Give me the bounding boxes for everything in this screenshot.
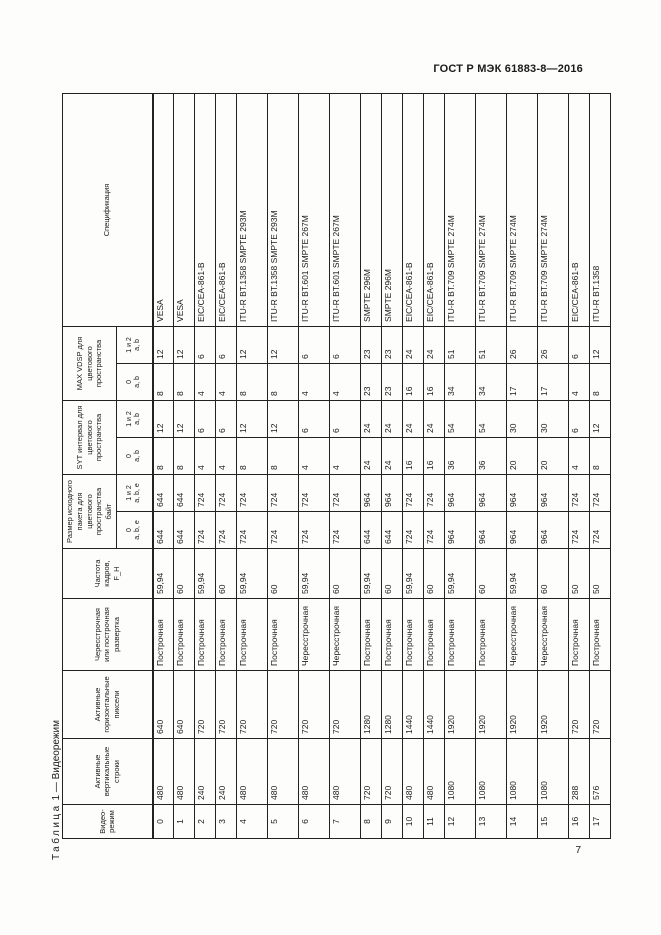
cell-scan: Построчная xyxy=(476,599,507,671)
cell-syt0: 16 xyxy=(424,437,445,474)
cell-syt12: 24 xyxy=(403,400,424,437)
cell-syt0: 24 xyxy=(382,437,403,474)
cell-size12: 964 xyxy=(445,474,476,511)
sub-header-note: a, b xyxy=(134,450,142,462)
cell-lines: 480 xyxy=(330,739,361,805)
sub-header-size-12 xyxy=(117,474,153,511)
cell-max12: 12 xyxy=(268,326,299,363)
cell-scan: Построчная xyxy=(153,599,174,671)
cell-size12: 964 xyxy=(507,474,538,511)
cell-size0: 644 xyxy=(153,512,174,549)
cell-syt0: 16 xyxy=(403,437,424,474)
cell-max0: 4 xyxy=(330,363,361,400)
cell-spec: EIC/CEA-861-B xyxy=(216,93,237,326)
cell-lines: 480 xyxy=(268,739,299,805)
cell-syt12: 24 xyxy=(424,400,445,437)
cell-pixels: 720 xyxy=(569,671,590,739)
cell-max12: 12 xyxy=(174,326,195,363)
cell-size0: 724 xyxy=(330,512,361,549)
cell-size12: 964 xyxy=(476,474,507,511)
cell-rate: 59,94 xyxy=(299,549,330,599)
cell-size0: 644 xyxy=(361,512,382,549)
table-row xyxy=(507,93,538,838)
video-mode-table xyxy=(62,93,611,839)
cell-lines: 720 xyxy=(382,739,403,805)
cell-size0: 724 xyxy=(268,512,299,549)
cell-max12: 26 xyxy=(507,326,538,363)
cell-spec: ITU-R BT.709 SMPTE 274M xyxy=(507,93,538,326)
cell-syt12: 24 xyxy=(382,400,403,437)
cell-size12: 724 xyxy=(268,474,299,511)
cell-mode: 4 xyxy=(237,805,268,839)
cell-lines: 1080 xyxy=(507,739,538,805)
cell-syt0: 4 xyxy=(195,437,216,474)
cell-syt0: 8 xyxy=(237,437,268,474)
table-row xyxy=(538,93,569,838)
sub-header-value: 1 и 2 xyxy=(125,485,133,501)
cell-rate: 59,94 xyxy=(361,549,382,599)
cell-mode: 2 xyxy=(195,805,216,839)
cell-size12: 964 xyxy=(361,474,382,511)
cell-scan: Построчная xyxy=(445,599,476,671)
cell-max0: 8 xyxy=(590,363,611,400)
cell-max12: 23 xyxy=(361,326,382,363)
table-row xyxy=(299,93,330,838)
cell-pixels: 720 xyxy=(590,671,611,739)
cell-lines: 480 xyxy=(237,739,268,805)
cell-scan: Построчная xyxy=(216,599,237,671)
cell-size0: 724 xyxy=(195,512,216,549)
cell-scan: Построчная xyxy=(268,599,299,671)
sub-header-value: 1 и 2 xyxy=(125,337,133,353)
cell-pixels: 1920 xyxy=(507,671,538,739)
cell-max12: 24 xyxy=(403,326,424,363)
cell-max0: 23 xyxy=(361,363,382,400)
cell-mode: 6 xyxy=(299,805,330,839)
cell-max12: 6 xyxy=(195,326,216,363)
cell-mode: 7 xyxy=(330,805,361,839)
cell-spec: VESA xyxy=(153,93,174,326)
cell-size0: 964 xyxy=(507,512,538,549)
sub-header-note: a, b xyxy=(134,376,142,388)
col-header-scan: Чересстрочная или построчная развертка xyxy=(63,599,153,671)
cell-syt0: 8 xyxy=(590,437,611,474)
sub-header-value: 0 xyxy=(125,528,133,532)
cell-spec: ITU-R BT.1358 SMPTE 293M xyxy=(268,93,299,326)
cell-max12: 51 xyxy=(476,326,507,363)
cell-size12: 644 xyxy=(153,474,174,511)
col-header-max-group: MAX VDSP для цветового пространства xyxy=(63,326,117,400)
cell-scan: Построчная xyxy=(424,599,445,671)
cell-pixels: 720 xyxy=(299,671,330,739)
col-header-pixels: Активные горизонтальные пиксели xyxy=(63,671,153,739)
table-head xyxy=(63,93,153,838)
cell-size0: 724 xyxy=(569,512,590,549)
cell-scan: Построчная xyxy=(403,599,424,671)
cell-syt0: 24 xyxy=(361,437,382,474)
sub-header-note: a, b, e xyxy=(134,520,142,540)
sub-header-max-0 xyxy=(117,363,153,400)
cell-lines: 288 xyxy=(569,739,590,805)
table-caption xyxy=(51,720,62,860)
cell-rate: 59,94 xyxy=(403,549,424,599)
cell-rate: 60 xyxy=(330,549,361,599)
cell-size0: 644 xyxy=(382,512,403,549)
cell-pixels: 1440 xyxy=(403,671,424,739)
cell-syt12: 6 xyxy=(195,400,216,437)
cell-rate: 59,94 xyxy=(445,549,476,599)
cell-syt0: 8 xyxy=(268,437,299,474)
cell-max12: 26 xyxy=(538,326,569,363)
table-row xyxy=(569,93,590,838)
sub-header-note: a, b, e xyxy=(134,483,142,503)
cell-spec: EIC/CEA-861-B xyxy=(424,93,445,326)
cell-max0: 34 xyxy=(445,363,476,400)
cell-max12: 24 xyxy=(424,326,445,363)
cell-rate: 60 xyxy=(174,549,195,599)
cell-syt12: 54 xyxy=(476,400,507,437)
cell-syt0: 36 xyxy=(445,437,476,474)
table-row xyxy=(382,93,403,838)
cell-mode: 12 xyxy=(445,805,476,839)
cell-syt0: 4 xyxy=(216,437,237,474)
cell-size12: 644 xyxy=(174,474,195,511)
cell-mode: 1 xyxy=(174,805,195,839)
cell-scan: Построчная xyxy=(569,599,590,671)
cell-scan: Чересстрочная xyxy=(299,599,330,671)
cell-max0: 16 xyxy=(424,363,445,400)
cell-size0: 724 xyxy=(299,512,330,549)
cell-syt0: 36 xyxy=(476,437,507,474)
cell-syt0: 20 xyxy=(507,437,538,474)
cell-rate: 60 xyxy=(476,549,507,599)
cell-max12: 6 xyxy=(216,326,237,363)
cell-spec: ITU-R BT.601 SMPTE 267M xyxy=(330,93,361,326)
cell-max0: 34 xyxy=(476,363,507,400)
col-header-rate: Частота кадров, F_H xyxy=(63,549,153,599)
cell-spec: EIC/CEA-861-B xyxy=(195,93,216,326)
sub-header-value: 0 xyxy=(125,454,133,458)
cell-scan: Чересстрочная xyxy=(330,599,361,671)
cell-syt12: 24 xyxy=(361,400,382,437)
cell-syt0: 8 xyxy=(153,437,174,474)
cell-lines: 1080 xyxy=(476,739,507,805)
cell-mode: 17 xyxy=(590,805,611,839)
cell-size0: 724 xyxy=(590,512,611,549)
cell-pixels: 640 xyxy=(153,671,174,739)
sub-header-max-12 xyxy=(117,326,153,363)
cell-max0: 16 xyxy=(403,363,424,400)
cell-mode: 14 xyxy=(507,805,538,839)
cell-pixels: 1280 xyxy=(382,671,403,739)
col-header-mode: Видео-режим xyxy=(63,805,153,839)
cell-lines: 480 xyxy=(153,739,174,805)
cell-pixels: 1440 xyxy=(424,671,445,739)
cell-rate: 59,94 xyxy=(237,549,268,599)
cell-syt12: 6 xyxy=(569,400,590,437)
table-row xyxy=(424,93,445,838)
cell-rate: 59,94 xyxy=(153,549,174,599)
cell-max12: 6 xyxy=(569,326,590,363)
cell-scan: Построчная xyxy=(237,599,268,671)
cell-mode: 3 xyxy=(216,805,237,839)
sub-header-value: 0 xyxy=(125,380,133,384)
cell-syt12: 12 xyxy=(268,400,299,437)
cell-max12: 12 xyxy=(590,326,611,363)
cell-max0: 8 xyxy=(268,363,299,400)
cell-lines: 240 xyxy=(216,739,237,805)
cell-size12: 964 xyxy=(382,474,403,511)
cell-scan: Построчная xyxy=(361,599,382,671)
sub-header-syt-0 xyxy=(117,437,153,474)
cell-rate: 59,94 xyxy=(507,549,538,599)
cell-max0: 8 xyxy=(174,363,195,400)
cell-size0: 644 xyxy=(174,512,195,549)
sub-header-note: a, b xyxy=(134,339,142,351)
cell-size12: 724 xyxy=(330,474,361,511)
cell-mode: 15 xyxy=(538,805,569,839)
cell-mode: 13 xyxy=(476,805,507,839)
table-row xyxy=(174,93,195,838)
cell-spec: EIC/CEA-861-B xyxy=(569,93,590,326)
sub-header-value: 1 и 2 xyxy=(125,411,133,427)
cell-spec: SMPTE 296M xyxy=(361,93,382,326)
cell-mode: 5 xyxy=(268,805,299,839)
cell-max12: 6 xyxy=(330,326,361,363)
table-row xyxy=(403,93,424,838)
table-container xyxy=(62,94,601,839)
table-row xyxy=(153,93,174,838)
cell-max0: 4 xyxy=(569,363,590,400)
cell-rate: 60 xyxy=(382,549,403,599)
col-header-lines: Активные вертикальные строки xyxy=(63,739,153,805)
cell-syt12: 54 xyxy=(445,400,476,437)
page-number: 7 xyxy=(575,845,581,856)
cell-syt0: 4 xyxy=(330,437,361,474)
cell-max0: 8 xyxy=(237,363,268,400)
cell-size0: 964 xyxy=(538,512,569,549)
col-header-size-group: Размер исходного пакета для цветового пространства байт xyxy=(63,474,117,548)
cell-size12: 724 xyxy=(424,474,445,511)
col-header-spec: Спецификация xyxy=(63,93,153,326)
cell-size0: 964 xyxy=(445,512,476,549)
cell-lines: 480 xyxy=(424,739,445,805)
table-row xyxy=(476,93,507,838)
cell-lines: 720 xyxy=(361,739,382,805)
table-row xyxy=(590,93,611,838)
table-row xyxy=(361,93,382,838)
cell-pixels: 1920 xyxy=(538,671,569,739)
cell-pixels: 720 xyxy=(268,671,299,739)
cell-rate: 50 xyxy=(590,549,611,599)
cell-spec: ITU-R BT.601 SMPTE 267M xyxy=(299,93,330,326)
cell-mode: 11 xyxy=(424,805,445,839)
cell-syt12: 6 xyxy=(330,400,361,437)
table-row xyxy=(330,93,361,838)
cell-mode: 8 xyxy=(361,805,382,839)
cell-max0: 8 xyxy=(153,363,174,400)
cell-syt12: 6 xyxy=(299,400,330,437)
cell-spec: SMPTE 296M xyxy=(382,93,403,326)
cell-max12: 6 xyxy=(299,326,330,363)
cell-rate: 60 xyxy=(424,549,445,599)
cell-pixels: 720 xyxy=(216,671,237,739)
cell-max0: 4 xyxy=(299,363,330,400)
cell-max12: 51 xyxy=(445,326,476,363)
cell-size12: 724 xyxy=(590,474,611,511)
cell-pixels: 720 xyxy=(330,671,361,739)
caption-text: 1 — Видеорежим xyxy=(51,720,62,801)
caption-label: Таблица xyxy=(51,803,62,860)
cell-lines: 480 xyxy=(174,739,195,805)
table-body xyxy=(153,93,611,838)
cell-size12: 724 xyxy=(569,474,590,511)
cell-pixels: 640 xyxy=(174,671,195,739)
cell-size12: 724 xyxy=(403,474,424,511)
cell-mode: 10 xyxy=(403,805,424,839)
cell-max0: 4 xyxy=(195,363,216,400)
cell-lines: 480 xyxy=(403,739,424,805)
cell-size12: 964 xyxy=(538,474,569,511)
cell-mode: 16 xyxy=(569,805,590,839)
cell-max0: 17 xyxy=(538,363,569,400)
cell-max0: 4 xyxy=(216,363,237,400)
cell-spec: ITU-R BT.1358 xyxy=(590,93,611,326)
document-header: ГОСТ Р МЭК 61883-8—2016 xyxy=(433,63,583,75)
cell-size12: 724 xyxy=(237,474,268,511)
cell-spec: VESA xyxy=(174,93,195,326)
cell-size0: 724 xyxy=(403,512,424,549)
cell-spec: ITU-R BT.709 SMPTE 274M xyxy=(476,93,507,326)
cell-scan: Построчная xyxy=(195,599,216,671)
table-row xyxy=(445,93,476,838)
cell-size12: 724 xyxy=(299,474,330,511)
cell-lines: 576 xyxy=(590,739,611,805)
cell-syt12: 30 xyxy=(507,400,538,437)
sub-header-note: a, b xyxy=(134,413,142,425)
cell-syt12: 12 xyxy=(237,400,268,437)
cell-spec: ITU-R BT.1358 SMPTE 293M xyxy=(237,93,268,326)
cell-max12: 12 xyxy=(237,326,268,363)
cell-syt12: 12 xyxy=(590,400,611,437)
sub-header-size-0 xyxy=(117,512,153,549)
cell-syt12: 12 xyxy=(153,400,174,437)
table-row xyxy=(216,93,237,838)
cell-rate: 59,94 xyxy=(195,549,216,599)
cell-size0: 724 xyxy=(424,512,445,549)
table-row xyxy=(237,93,268,838)
cell-scan: Построчная xyxy=(174,599,195,671)
cell-scan: Построчная xyxy=(382,599,403,671)
cell-syt12: 12 xyxy=(174,400,195,437)
cell-max12: 12 xyxy=(153,326,174,363)
cell-max0: 17 xyxy=(507,363,538,400)
cell-spec: EIC/CEA-861-B xyxy=(403,93,424,326)
cell-scan: Построчная xyxy=(590,599,611,671)
cell-max12: 23 xyxy=(382,326,403,363)
table-row xyxy=(195,93,216,838)
cell-scan: Чересстрочная xyxy=(507,599,538,671)
cell-pixels: 720 xyxy=(237,671,268,739)
cell-syt0: 20 xyxy=(538,437,569,474)
cell-mode: 0 xyxy=(153,805,174,839)
cell-lines: 480 xyxy=(299,739,330,805)
cell-syt12: 6 xyxy=(216,400,237,437)
cell-max0: 23 xyxy=(382,363,403,400)
cell-size0: 724 xyxy=(237,512,268,549)
cell-size12: 724 xyxy=(195,474,216,511)
cell-lines: 240 xyxy=(195,739,216,805)
cell-lines: 1080 xyxy=(445,739,476,805)
cell-size0: 724 xyxy=(216,512,237,549)
cell-pixels: 720 xyxy=(195,671,216,739)
cell-mode: 9 xyxy=(382,805,403,839)
cell-lines: 1080 xyxy=(538,739,569,805)
cell-pixels: 1920 xyxy=(476,671,507,739)
cell-pixels: 1920 xyxy=(445,671,476,739)
cell-pixels: 1280 xyxy=(361,671,382,739)
cell-syt0: 4 xyxy=(299,437,330,474)
cell-syt0: 4 xyxy=(569,437,590,474)
cell-spec: ITU-R BT.709 SMPTE 274M xyxy=(445,93,476,326)
cell-size0: 964 xyxy=(476,512,507,549)
cell-scan: Чересстрочная xyxy=(538,599,569,671)
cell-rate: 60 xyxy=(268,549,299,599)
cell-spec: ITU-R BT.709 SMPTE 274M xyxy=(538,93,569,326)
cell-rate: 60 xyxy=(216,549,237,599)
cell-syt12: 30 xyxy=(538,400,569,437)
col-header-syt-group: SYT интервал для цветового пространства xyxy=(63,400,117,474)
cell-rate: 60 xyxy=(538,549,569,599)
cell-syt0: 8 xyxy=(174,437,195,474)
cell-size12: 724 xyxy=(216,474,237,511)
table-row xyxy=(268,93,299,838)
cell-rate: 50 xyxy=(569,549,590,599)
sub-header-syt-12 xyxy=(117,400,153,437)
